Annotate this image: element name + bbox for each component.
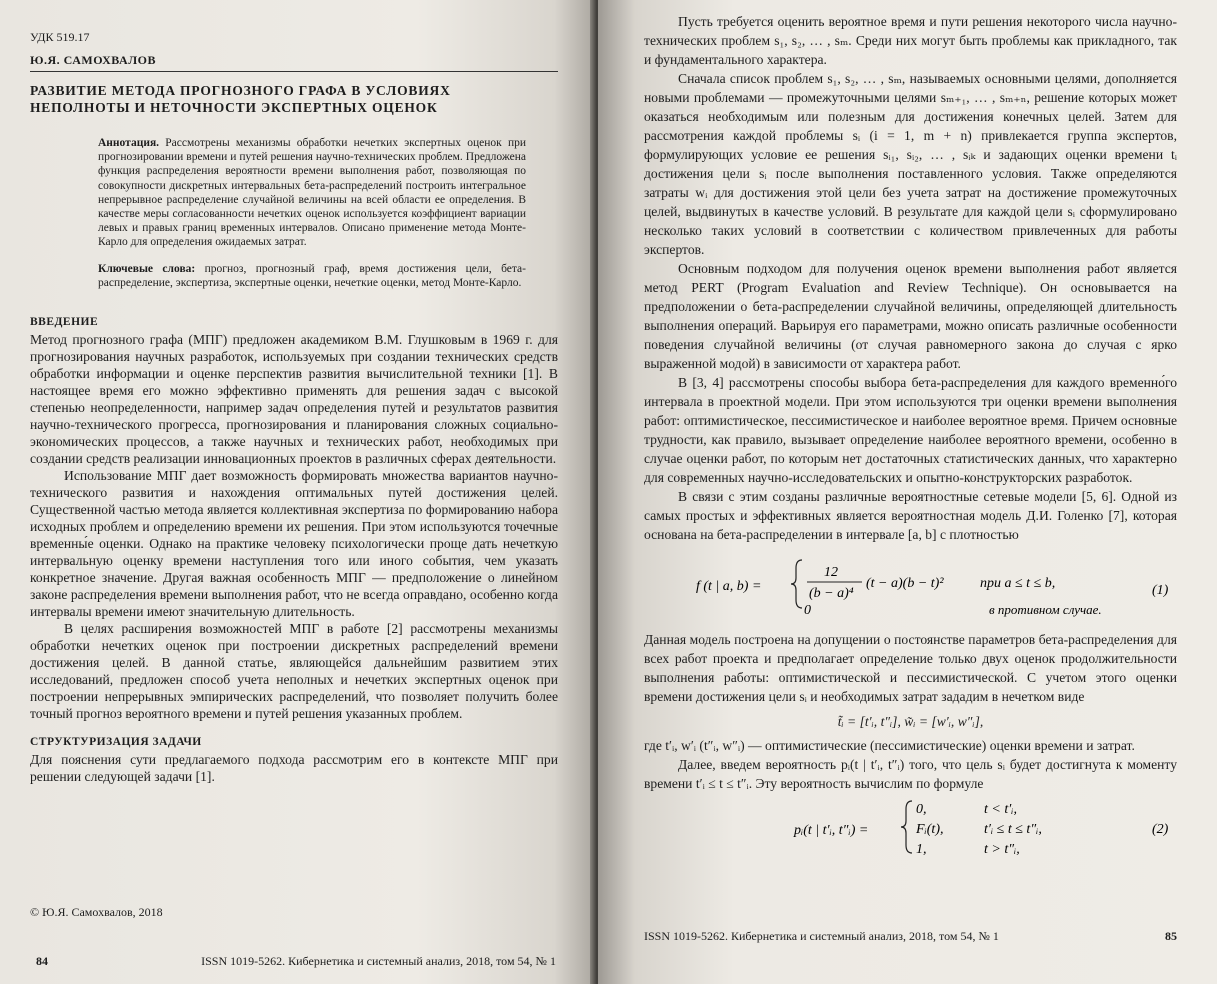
paragraph: Основным подходом для получения оценок времени выполнения работ является метод PERT (Program Evaluation and Review Technique). Он основывается на предположении о бета-распределении случайной величины, определяющей длительность выполнения операций. Варьируя его параметрами, можно описать различные особенности поведения случайной величины (от случая равномерного закона до случая с ярко выраженной модой) в зависимости от характера работ. — [644, 261, 1177, 371]
annotation-label: Аннотация. — [98, 137, 160, 149]
copyright: © Ю.Я. Самохвалов, 2018 — [30, 905, 163, 919]
paragraph: Метод прогнозного графа (МПГ) предложен академиком В.М. Глушковым в 1969 г. для прогнозирования научных разработок, используемых при создании технических средств обработки информации и оценке перспектив развития вычислительной техники [1]. В настоящее время его можно эффективно применять для решения задач с высокой степенью неопределенности, например задач определения путей и результатов развития научно-технического прогресса, прогнозирования и планирования сложных социально-экономических процессов, а также научных и технических работ, необходимых при создании средств реализации инновационных проектов в различных сферах деятельности. — [30, 332, 558, 467]
annotation-text: Рассмотрены механизмы обработки нечетких экспертных оценок при прогнозировании времени и путей решения научно-технических проблем. Предложена функция распределения вероятности времени выполнения работ, позволяющая по совокупности дискретных интервальных бета-распределений построить интегральное непрерывное распределение случайной величины на всей области ее определения. В качестве меры согласованности нечетких оценок используется коэффициент вариации левых и правых границ временных интервалов. Описано применение метода Монте-Карло для определения ожидаемых затрат. — [98, 137, 527, 249]
paragraph: В связи с этим созданы различные вероятностные сетевые модели [5, 6]. Одной из самых простых и эффективных является вероятностная модель Д.И. Голенко [7], которая основана на бета-распределении в интервале [a, b] с плотностью — [644, 489, 1177, 542]
formula-2 — [644, 797, 1177, 861]
f2-lhs: pᵢ(t | t′ᵢ, t″ᵢ) = — [794, 823, 869, 838]
f2-brace — [901, 801, 912, 853]
article-title — [30, 82, 558, 116]
fuzzy-estimates: t̃ᵢ = [t′ᵢ, t″ᵢ], w̃ᵢ = [w′ᵢ, w″ᵢ], — [837, 714, 984, 729]
right-page — [598, 0, 1217, 984]
keywords-text: прогноз, прогнозный граф, время достижения цели, бета-распределение, экспертиза, экспертные оценки, нечеткие оценки, метод Монте-Карло. — [98, 262, 526, 289]
annotation — [98, 136, 526, 250]
udk-code: УДК 519.17 — [30, 30, 90, 44]
header-rule — [30, 71, 558, 72]
f2-row3-cond: t > t″ᵢ, — [984, 842, 1020, 857]
f2-row2-value: Fᵢ(t), — [916, 822, 944, 837]
author-name: Ю.Я. САМОХВАЛОВ — [30, 53, 156, 67]
paragraph: В целях расширения возможностей МПГ в работе [2] рассмотрены механизмы обработки нечетких оценок при построении дискретных распределений времени достижения целей. В данной статье, являющейся дальнейшим развитием этих исследований, предложен способ учета неполных и нечетких экспертных оценок при построении непрерывных эмпирических распределений, что позволяет получить более точный прогноз вероятного времени и путей решения указанных проблем. — [30, 621, 558, 722]
f2-row2-cond: t′ᵢ ≤ t ≤ t″ᵢ, — [984, 822, 1042, 837]
formula-2-number: (2) — [1152, 822, 1169, 837]
paragraph: Использование МПГ дает возможность формировать множества вариантов научно-технического развития и нахождения оптимальных путей достижения целей. Существенной частью метода является коллективная экспертиза по формированию набора исходных проблем и определению времени их решения. При этом используются точечные временны́е оценки. Однако на практике человеку психологически проще дать нечеткую интервальную оценку времени наступления того или иного события, чем указать конкретное значение. Другая важная особенность МПГ — предположение о линейном законе распределения времени выполнения работ, что не всегда оправдано, особенно когда интервалы времени имеют значительную длительность. — [30, 468, 558, 620]
formula-2-svg — [644, 797, 1177, 861]
keywords — [98, 262, 526, 290]
title-line-1: РАЗВИТИЕ МЕТОДА ПРОГНОЗНОГО ГРАФА В УСЛОВИЯХ — [30, 83, 451, 98]
page-number: 85 — [1165, 929, 1177, 943]
f1-condition-2: в противном случае. — [989, 602, 1102, 617]
f1-zero: 0 — [804, 603, 811, 618]
formula-1-svg — [644, 550, 1177, 620]
paragraph: Далее, введем вероятность pᵢ(t | t′ᵢ, t″ᵢ) того, что цель sᵢ будет достигнута к моменту времени t′ᵢ ≤ t ≤ t″ᵢ. Эту вероятность вычислим по формуле — [644, 757, 1177, 791]
page-footer-right — [644, 929, 1177, 944]
formula-fuzzy — [644, 714, 1177, 730]
f1-brace — [791, 560, 802, 608]
left-page — [0, 0, 596, 984]
formula-1 — [644, 550, 1177, 620]
f2-row1-value: 0, — [916, 802, 927, 817]
title-line-2: НЕПОЛНОТЫ И НЕТОЧНОСТИ ЭКСПЕРТНЫХ ОЦЕНОК — [30, 100, 438, 115]
formula-1-number: (1) — [1152, 583, 1169, 598]
keywords-label: Ключевые слова: — [98, 262, 196, 275]
paragraph: Сначала список проблем s₁, s₂, … , sₘ, называемых основными целями, дополняется новыми проблемами — промежуточными целями sₘ₊₁, … , sₘ₊ₙ, решение которых может оказаться необходимым или полезным для достижения конечных целей. Затем для рассмотрения каждой проблемы sᵢ (i = 1, m + n) привлекается группа экспертов, формулирующих условие ее решения sᵢ₁, sᵢ₂, … , sᵢₖ и задающих оценки времени tᵢ достижения цели sᵢ после выполнения поставленного условия. Также определяются затраты wᵢ для достижения этой цели без учета затрат на достижение промежуточных целей, выдвинутых в качестве условий. В результате для каждой цели sᵢ сформулировано несколько таких условий в соответствии с количеством привлеченных для работы экспертов. — [644, 71, 1177, 257]
f1-rest: (t − a)(b − t)² — [866, 576, 944, 591]
paragraph: Данная модель построена на допущении о постоянстве параметров бета-распределения для всех работ проекта и предполагает определение только двух оценок продолжительности выполнения работы: оптимистической и пессимистической. С учетом этого оценки времени достижения цели sᵢ и необходимых затрат зададим в нечетком виде — [644, 632, 1177, 704]
section-heading-structure: СТРУКТУРИЗАЦИЯ ЗАДАЧИ — [30, 736, 202, 749]
f1-condition-1: при a ≤ t ≤ b, — [980, 576, 1056, 591]
paragraph: где t′ᵢ, w′ᵢ (t″ᵢ, w″ᵢ) — оптимистические (пессимистические) оценки времени и затрат. — [644, 738, 1135, 753]
paragraph: Для пояснения сути предлагаемого подхода рассмотрим его в контексте МПГ при решении следующей задачи [1]. — [30, 752, 558, 785]
journal-issn: ISSN 1019-5262. Кибернетика и системный анализ, 2018, том 54, № 1 — [644, 929, 999, 943]
f1-numerator: 12 — [824, 565, 838, 580]
f2-row3-value: 1, — [916, 842, 927, 857]
section-heading-intro: ВВЕДЕНИЕ — [30, 316, 99, 329]
paragraph: Пусть требуется оценить вероятное время и пути решения некоторого числа научно-технических проблем s₁, s₂, … , sₘ. Среди них могут быть проблемы как прикладного, так и фундаментального характера. — [644, 14, 1177, 67]
f1-denominator: (b − a)⁴ — [809, 586, 854, 601]
paragraph: В [3, 4] рассмотрены способы выбора бета-распределения для каждого временно́го интервала в проектной модели. При этом используются три оценки времени выполнения работ: оптимистическое, пессимистическое и наиболее вероятное время. Причем основные трудности, как правило, вызывает определение наиболее вероятного времени, особенно в случае оценки работ, по которым нет достаточных статистических данных, что характерно для современных научно-исследовательских и опытно-конструкторских разработок. — [644, 375, 1177, 485]
f1-lhs: f (t | a, b) = — [696, 579, 762, 594]
page-number: 84 — [36, 954, 48, 968]
f2-row1-cond: t < t′ᵢ, — [984, 802, 1018, 817]
journal-issn: ISSN 1019-5262. Кибернетика и системный анализ, 2018, том 54, № 1 — [201, 954, 556, 968]
